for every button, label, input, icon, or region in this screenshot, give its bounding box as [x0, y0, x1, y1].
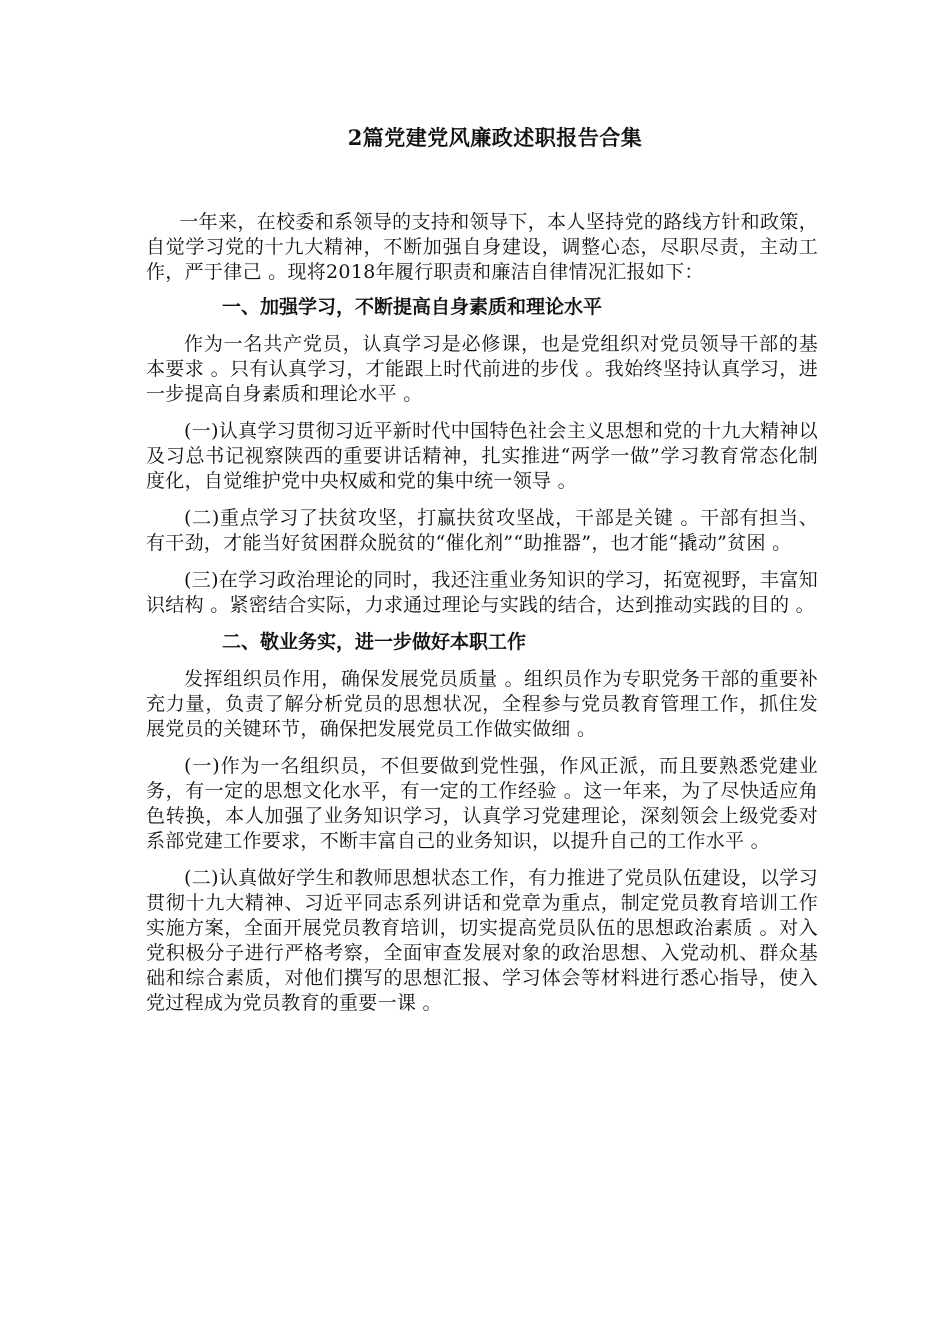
section-2-paragraph-1: 发挥组织员作用，确保发展党员质量 。组织员作为专职党务干部的重要补充力量，负责了解分析党员的思想状况，全程参与党员教育管理工作，抓住发展党员的关键环节，确保把发展党员工作做实做细 。	[146, 668, 818, 740]
document-title: 2篇党建党风廉政述职报告合集	[347, 125, 643, 150]
section-1-paragraph-4: (三)在学习政治理论的同时，我还注重业务知识的学习，拓宽视野，丰富知识结构 。紧密结合实际，力求通过理论与实践的结合，达到推动实践的目的 。	[146, 569, 818, 616]
section-1-paragraph-1: 作为一名共产党员，认真学习是必修课，也是党组织对党员领导干部的基本要求 。只有认真学习，才能跟上时代前进的步伐 。我始终坚持认真学习，进一步提高自身素质和理论水平 。	[146, 333, 818, 405]
section-2-paragraph-2: (一)作为一名组织员，不但要做到党性强，作风正派，而且要熟悉党建业务，有一定的思想文化水平，有一定的工作经验 。这一年来，为了尽快适应角色转换，本人加强了业务知识学习，认真学习党建理论，深刻领会上级党委对系部党建工作要求，不断丰富自己的业务知识，以提升自己的工作水平 。	[146, 755, 818, 852]
section-1-paragraph-3: (二)重点学习了扶贫攻坚，打赢扶贫攻坚战，干部是关键 。干部有担当、有干劲，才能当好贫困群众脱贫的“催化剂”“助推器”，也才能“撬动”贫困 。	[146, 507, 818, 554]
document-body	[146, 210, 818, 1016]
section-2-heading: 二、敬业务实，进一步做好本职工作	[222, 631, 527, 653]
section-1-heading: 一、加强学习，不断提高自身素质和理论水平	[222, 296, 603, 318]
section-2-paragraph-3: (二)认真做好学生和教师思想状态工作，有力推进了党员队伍建设，以学习贯彻十九大精神、习近平同志系列讲话和党章为重点，制定党员教育培训工作实施方案，全面开展党员教育培训，切实提高党员队伍的思想政治素质 。对入党积极分子进行严格考察，全面审查发展对象的政治思想、入党动机、群众基础和综合素质，对他们撰写的思想汇报、学习体会等材料进行悉心指导，使入党过程成为党员教育的重要一课 。	[146, 867, 818, 1014]
section-1-paragraph-2: (一)认真学习贯彻习近平新时代中国特色社会主义思想和党的十九大精神以及习总书记视察陕西的重要讲话精神，扎实推进“两学一做”学习教育常态化制度化，自觉维护党中央权威和党的集中统一领导 。	[146, 420, 818, 492]
intro-paragraph: 一年来，在校委和系领导的支持和领导下，本人坚持党的路线方针和政策，自觉学习党的十九大精神，不断加强自身建设，调整心态，尽职尽责，主动工作，严于律己 。现将2018年履行职责和廉洁自律情况汇报如下：	[146, 211, 818, 283]
